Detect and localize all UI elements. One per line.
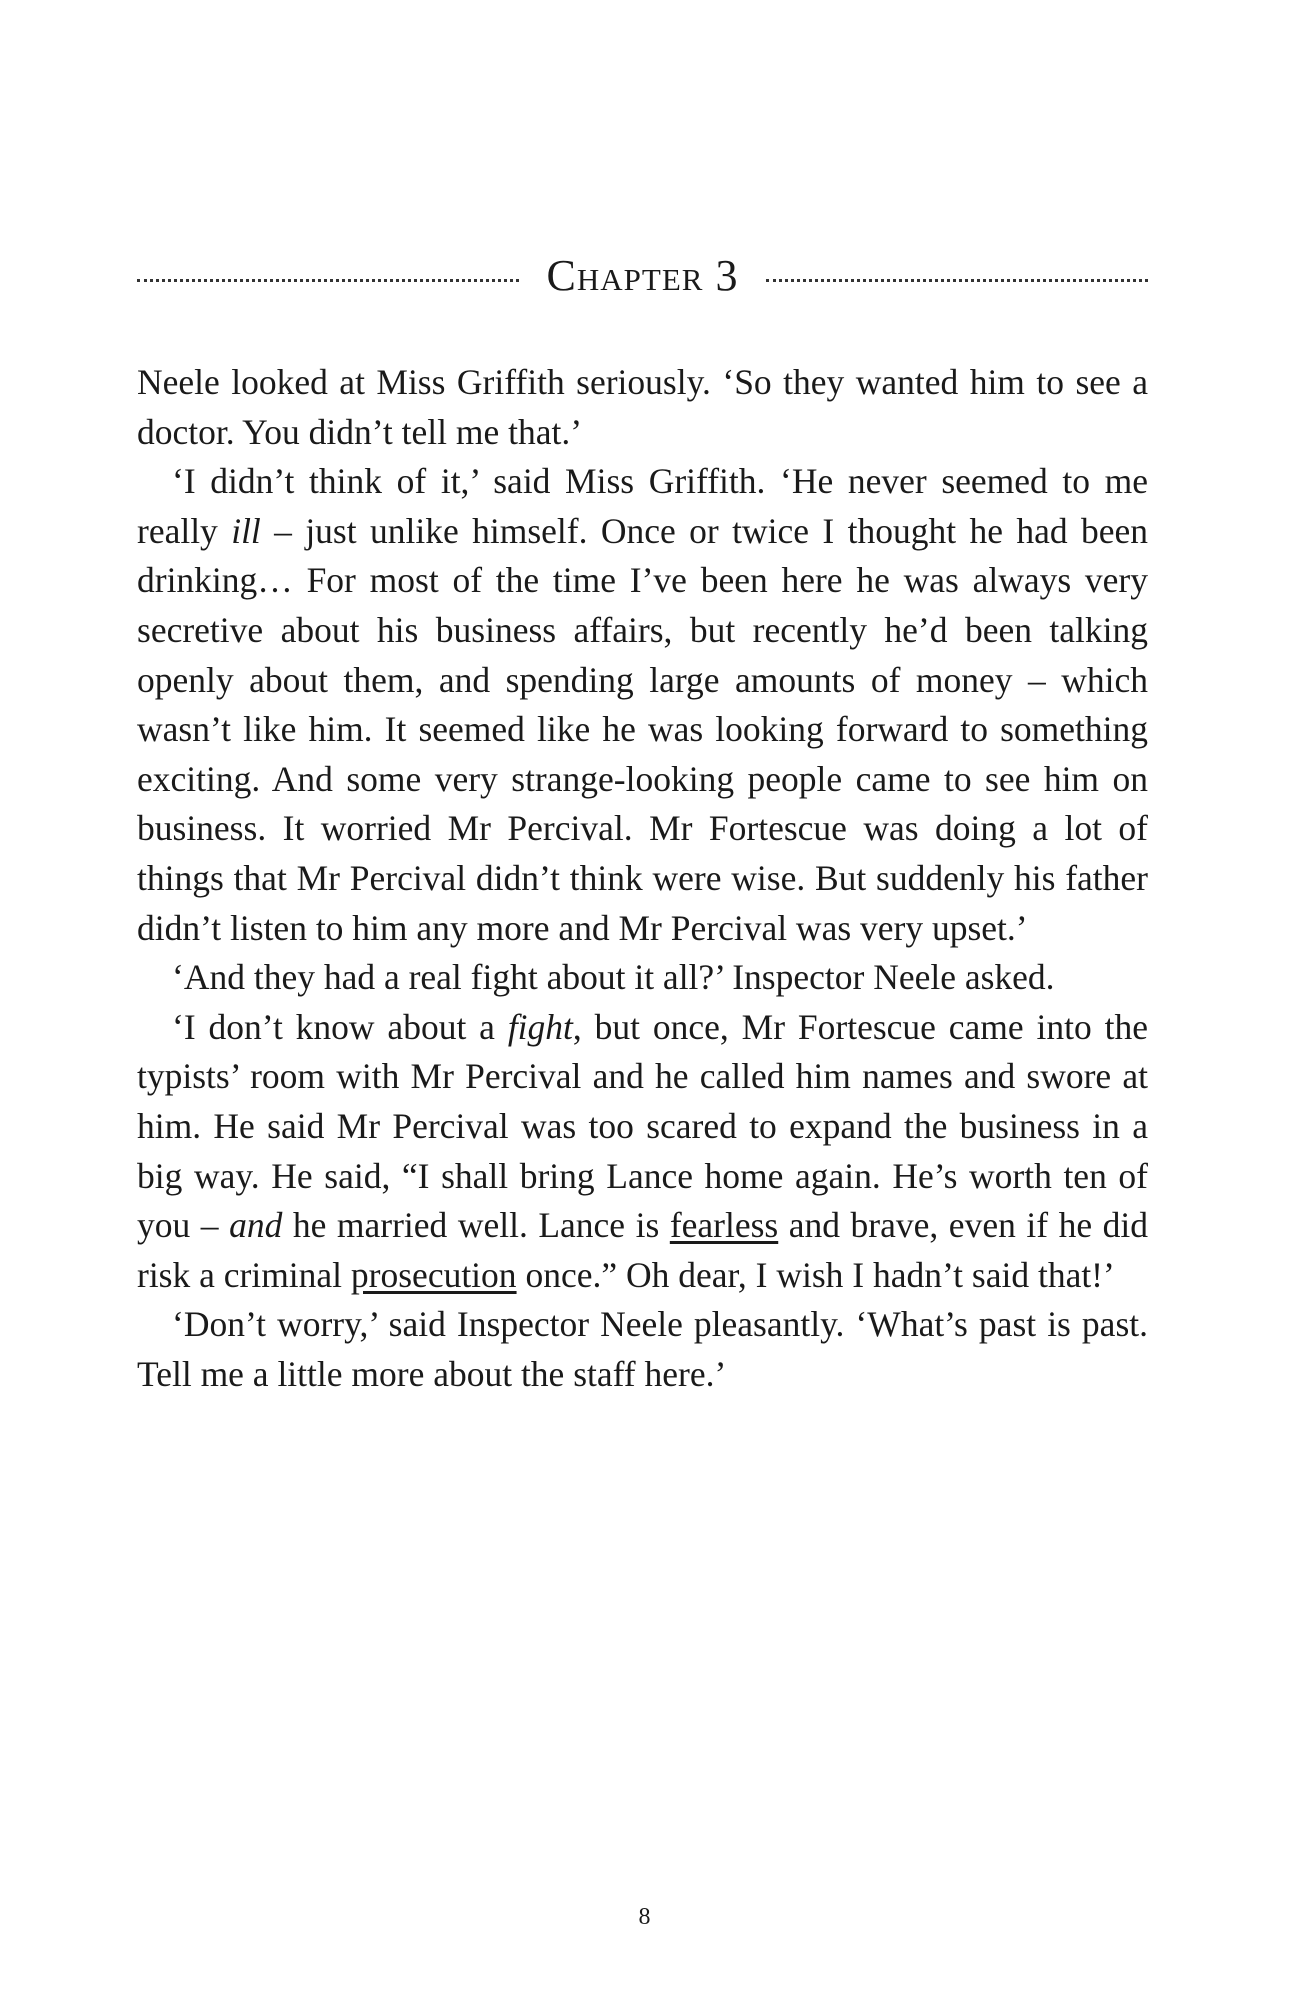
emphasis-ill: ill	[231, 510, 261, 551]
paragraph-3: ‘And they had a real fight about it all?’ Inspector Neele asked.	[172, 957, 1055, 998]
body-text	[137, 358, 1148, 1399]
paragraph-5: ‘Don’t worry,’ said Inspector Neele pleasantly. ‘What’s past is past. Tell me a little more about the staff here.’	[137, 1304, 1148, 1394]
left-dotted-rule	[137, 279, 519, 282]
paragraph-4: ‘I don’t know about a fight, but once, Mr Fortescue came into the typists’ room with Mr Percival and he called him names and swore at him. He said Mr Percival was too scared to expand the business in a big way. He said, “I shall bring Lance home again. He’s worth ten of you – and he married well. Lance is fearless and brave, even if he did risk a criminal prosecution once.” Oh dear, I wish I hadn’t said that!’	[137, 1006, 1148, 1295]
paragraph-2: ‘I didn’t think of it,’ said Miss Griffith. ‘He never seemed to me really ill – just unlike himself. Once or twice I thought he had been drinking… For most of the time I’ve been here he was always very secretive about his business affairs, but recently he’d been talking openly about them, and spending large amounts of money – which wasn’t like him. It seemed like he was looking forward to something exciting. And some very strange-looking people came to see him on business. It worried Mr Percival. Mr Fortescue was doing a lot of things that Mr Percival didn’t think were wise. But suddenly his father didn’t listen to him any more and Mr Percival was very upset.’	[137, 461, 1148, 948]
chapter-title: Chapter 3	[546, 250, 739, 300]
right-dotted-rule	[766, 279, 1148, 282]
paragraph-1: Neele looked at Miss Griffith seriously. ‘So they wanted him to see a doctor. You didn’t tell me that.’	[137, 362, 1148, 452]
emphasis-fight: fight	[507, 1006, 573, 1047]
glossary-word-fearless: fearless	[669, 1205, 779, 1246]
emphasis-and: and	[229, 1205, 283, 1246]
page-number: 8	[638, 1904, 651, 1930]
glossary-word-prosecution: prosecution	[350, 1254, 517, 1295]
chapter-header	[137, 240, 1148, 310]
